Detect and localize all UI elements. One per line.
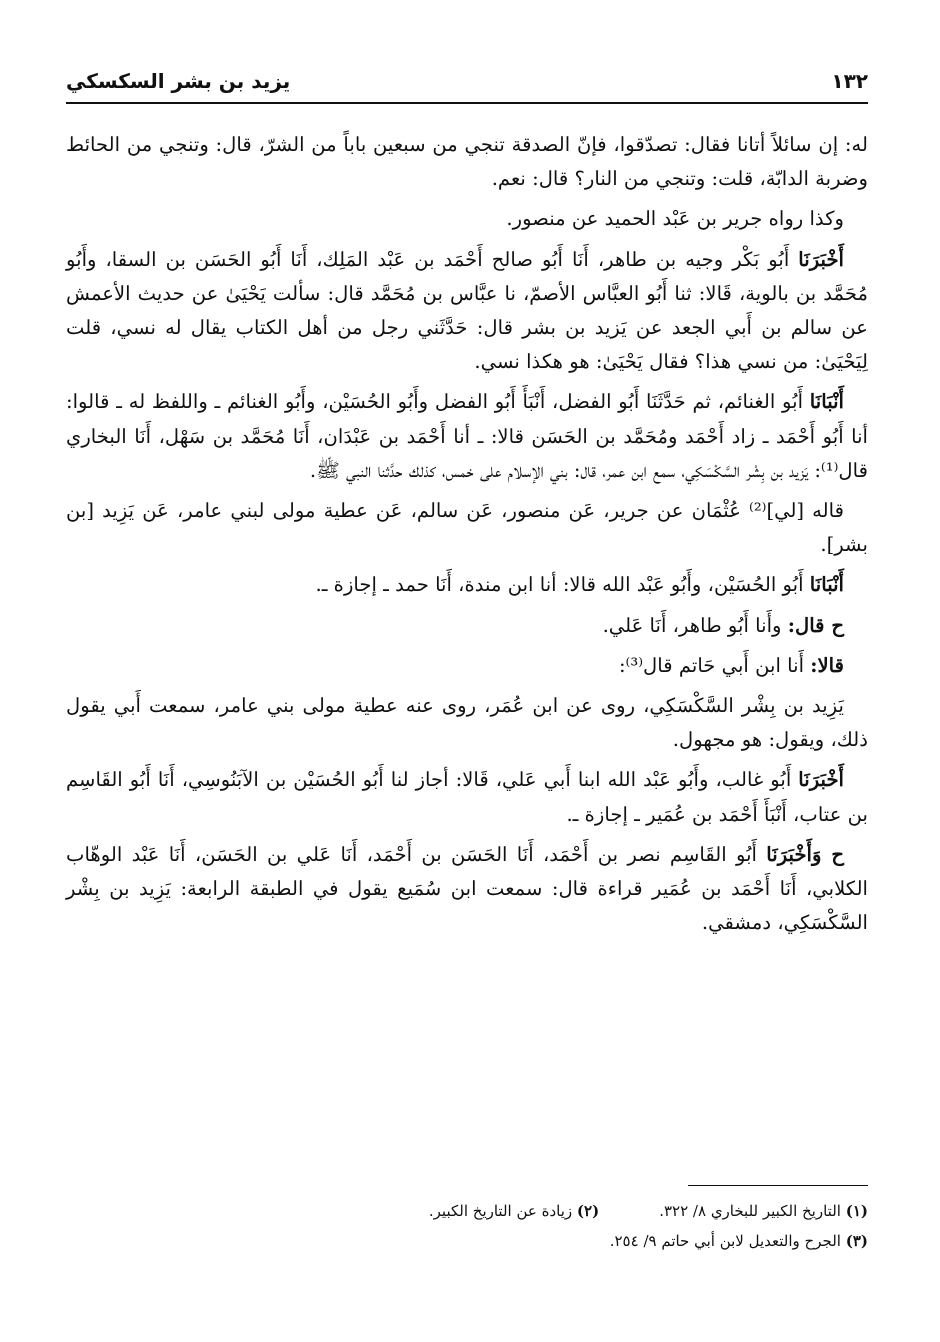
paragraph-7-text: وأَنا أَبُو طاهر، أَنَا عَلي. bbox=[602, 613, 788, 637]
paragraph-4-text: أَبُو الغنائم، ثم حَدَّثَنَا أَبُو الفضل، أَنْبَأَ أَبُو الفضل وأَبُو الحُسَيْن، وأَبُو الغنائم ـ واللفظ له ـ قالوا: أنا أَبُو أَحْمَد ـ زاد أَحْمَد ومُحَمَّد بن الحَسَن قالا: ـ أنا أَحْمَد بن عَبْدَان، أَنَا مُحَمَّد بن سَهْل، أَنَا البخاري قال⁽¹⁾: يَزيد بن بِشْر السَّكْسَكِي، سمع ابن عمر، قال: بني الإسلام على خمس، كذلك حدَّثنا النبي ﷺ. bbox=[66, 390, 868, 482]
paragraph-6-text: أَبُو الحُسَيْن، وأَبُو عَبْد الله قالا: أنا ابن مندة، أَنَا حمد ـ إجازة ـ. bbox=[315, 573, 810, 597]
paragraph-7 bbox=[66, 609, 868, 643]
paragraph-11 bbox=[66, 838, 868, 941]
paragraph-1: له: إن سائلاً أتانا فقال: تصدّقوا، فإنّ الصدقة تنجي من سبعين باباً من الشرّ، قال: وتنجي من الحائط وضربة الدابّة، قلت: وتنجي من النار؟ قال: نعم. bbox=[66, 133, 868, 191]
footnote-row bbox=[66, 1196, 868, 1226]
paragraph-5: قاله [لي]⁽²⁾ عُثْمَان عن جرير، عَن منصور، عَن سالم، عَن عطية مولى لبني عامر، عَن يَزِيد [بن بشر]. bbox=[66, 499, 868, 557]
paragraph-10 bbox=[66, 763, 868, 831]
isnad-lead: قالا: bbox=[810, 653, 844, 677]
main-text bbox=[66, 128, 868, 940]
paragraph-3 bbox=[66, 243, 868, 380]
isnad-lead: ح وَأَخْبَرَنَا bbox=[766, 842, 844, 866]
paragraph-6 bbox=[66, 568, 868, 602]
paragraph-2: وكذا رواه جرير بن عَبْد الحميد عن منصور. bbox=[506, 207, 844, 231]
footnote-number: (١) bbox=[845, 1202, 868, 1220]
footnote-text: التاريخ الكبير للبخاري ٨/ ٣٢٢. bbox=[659, 1202, 841, 1220]
footnote-rule bbox=[688, 1185, 868, 1186]
footnote-text: زيادة عن التاريخ الكبير. bbox=[428, 1202, 573, 1220]
paragraph-8 bbox=[66, 649, 868, 683]
footnote-number: (٣) bbox=[845, 1232, 868, 1250]
isnad-lead: أَخْبَرَنَا bbox=[798, 247, 844, 271]
paragraph-10-text: أَبُو غالب، وأَبُو عَبْد الله ابنا أَبي عَلي، قَالا: أجاز لنا أَبُو الحُسَيْن بن الآبَنُوسِي، أَنَا أَبُو القَاسِم بن عتاب، أَنْبَأَ أَحْمَد بن عُمَير ـ إجازة ـ. bbox=[66, 768, 868, 826]
footnote-row bbox=[66, 1226, 868, 1256]
footnote-3 bbox=[610, 1226, 868, 1256]
running-title: يزيد بن بشر السكسكي bbox=[66, 69, 291, 93]
paragraph-4 bbox=[66, 385, 868, 488]
page-header bbox=[66, 62, 868, 100]
paragraph-11-text: أَبُو القَاسِم نصر بن أَحْمَد، أَنَا الحَسَن بن أَحْمَد، أَنَا عَلي بن الحَسَن، أَنَا عَبْد الوهّاب الكلابي، أَنَا أَحْمَد بن عُمَير قراءة قال: سمعت ابن سُمَيع يقول في الطبقة الرابعة: يَزِيد بن بِشْر السَّكْسَكِي، دمشقي. bbox=[66, 842, 868, 935]
page-number: ١٣٢ bbox=[831, 69, 868, 93]
footnote-text: الجرح والتعديل لابن أبي حاتم ٩/ ٢٥٤. bbox=[609, 1232, 841, 1250]
isnad-lead: ح قال: bbox=[787, 613, 844, 637]
paragraph-9: يَزِيد بن بِشْر السَّكْسَكِي، روى عن ابن عُمَر، روى عنه عطية مولى بني عامر، سمعت أَبي يقول ذلك، ويقول: هو مجهول. bbox=[66, 694, 868, 752]
footnotes bbox=[66, 1196, 868, 1256]
footnote-number: (٢) bbox=[576, 1202, 600, 1220]
isnad-lead: أَخْبَرَنَا bbox=[798, 768, 844, 792]
isnad-lead: أَنْبَانَا bbox=[809, 573, 844, 597]
header-rule bbox=[66, 102, 868, 104]
footnote-2 bbox=[429, 1196, 599, 1226]
isnad-lead: أَنْبَانَا bbox=[809, 390, 844, 414]
paragraph-3-text: أَبُو بَكْر وجيه بن طاهر، أَنَا أَبُو صالح أَحْمَد بن عَبْد المَلِك، أَنَا أَبُو الحَسَن بن السقا، وأَبُو مُحَمَّد بن بالوية، قَالا: ثنا أَبُو العبَّاس الأصمّ، نا عبَّاس بن مُحَمَّد قال: سألت يَحْيَىٰ عن حديث الأعمش عن سالم بن أَبي الجعد عن يَزيد بن بشر قال: حَدَّثَني رجل من أهل الكتاب يقال له نسي، قلت لِيَحْيَىٰ: من نسي هذا؟ فقال يَحْيَىٰ: هو هكذا نسي. bbox=[66, 247, 868, 374]
footnote-1 bbox=[659, 1196, 868, 1226]
paragraph-8-text: أَنا ابن أَبي حَاتم قال⁽³⁾: bbox=[618, 653, 811, 677]
